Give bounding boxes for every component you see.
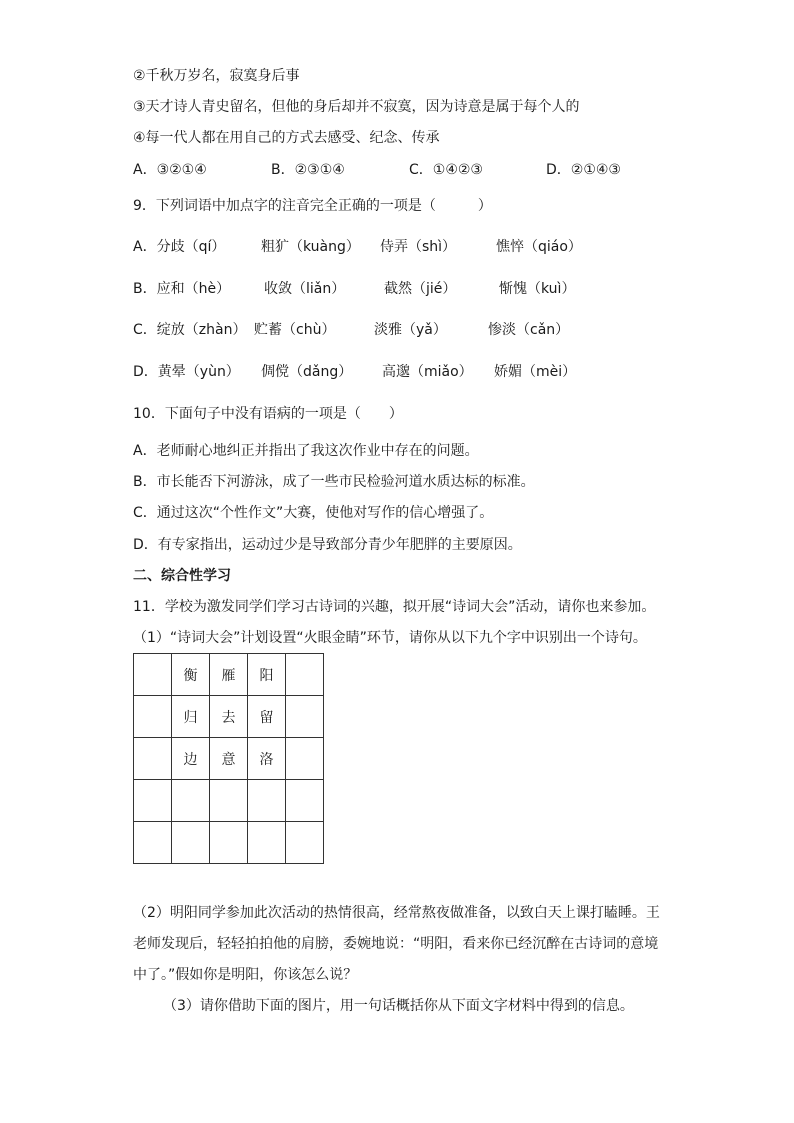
grid-cell [286,780,324,822]
grid-row [134,780,324,822]
q10-option-b: B．市长能否下河游泳，成了一些市民检验河道水质达标的标准。 [133,474,535,490]
q9-b-3: 截然（jié） [384,281,457,297]
grid-row [134,696,324,738]
grid-cell [248,822,286,864]
grid-row [134,654,324,696]
q9-b-1: B．应和（hè） [133,281,231,297]
q8-option-d: D．②①④③ [546,162,621,178]
q9-stem: 9．下列词语中加点字的注音完全正确的一项是（ ） [133,198,492,214]
grid-cell: 阳 [248,654,286,696]
q9-b-4: 惭愧（kuì） [499,281,576,297]
q10-option-d: D．有专家指出，运动过少是导致部分青少年肥胖的主要原因。 [133,537,522,553]
grid-cell [134,738,172,780]
grid-cell [210,822,248,864]
grid-cell: 洛 [248,738,286,780]
q9-a-2: 粗犷（kuàng） [261,239,360,255]
q10-stem: 10．下面句子中没有语病的一项是（ ） [133,406,403,422]
q9-c-2: 贮蓄（chù） [254,322,336,338]
section-heading: 二、综合性学习 [133,568,231,584]
grid-cell [286,696,324,738]
grid-cell [134,654,172,696]
q9-c-1: C．绽放（zhàn） [133,322,247,338]
grid-cell: 留 [248,696,286,738]
q9-a-3: 侍弄（shì） [380,239,457,255]
grid-cell [210,780,248,822]
q9-c-4: 惨淡（cǎn） [488,322,570,338]
q11-sub3: （3）请你借助下面的图片，用一句话概括你从下面文字材料中得到的信息。 [163,998,634,1014]
q11-sub1: （1）“诗词大会”计划设置“火眼金睛”环节，请你从以下九个字中识别出一个诗句。 [133,630,647,646]
grid-cell [134,822,172,864]
grid-cell [286,738,324,780]
grid-cell [134,696,172,738]
q11-sub2: （2）明阳同学参加此次活动的热情很高，经常熬夜做准备，以致白天上课打瞌睡。王老师发现后，轻轻拍拍他的肩膀，委婉地说：“明阳，看来你已经沉醉在古诗词的意境中了。”假如你是明阳，你该怎么说？ [133,905,660,983]
q8-option-a: A．③②①④ [133,162,207,178]
grid-cell: 意 [210,738,248,780]
grid-cell [134,780,172,822]
character-grid [133,653,324,864]
grid-cell [172,780,210,822]
q9-d-2: 倜傥（dǎng） [261,364,353,380]
grid-cell: 边 [172,738,210,780]
grid-cell: 去 [210,696,248,738]
grid-cell [248,780,286,822]
q9-d-3: 高邈（miǎo） [382,364,473,380]
q11-stem: 11．学校为激发同学们学习古诗词的兴趣，拟开展“诗词大会”活动，请你也来参加。 [133,599,656,615]
grid-cell [286,654,324,696]
q9-b-2: 收敛（liǎn） [264,281,346,297]
q10-option-c: C．通过这次“个性作文”大赛，使他对写作的信心增强了。 [133,505,494,521]
q10-option-a: A．老师耐心地纠正并指出了我这次作业中存在的问题。 [133,443,479,459]
statement-3: ③天才诗人青史留名，但他的身后却并不寂寞，因为诗意是属于每个人的 [133,99,580,115]
grid-row [134,822,324,864]
q9-c-3: 淡雅（yǎ） [374,322,447,338]
q9-a-1: A．分歧（qí） [133,239,226,255]
grid-cell: 雁 [210,654,248,696]
q8-option-b: B．②③①④ [271,162,345,178]
statement-4: ④每一代人都在用自己的方式去感受、纪念、传承 [133,130,440,146]
grid-row [134,738,324,780]
grid-cell: 衡 [172,654,210,696]
q9-d-4: 娇媚（mèi） [494,364,577,380]
q9-a-4: 憔悴（qiáo） [496,239,582,255]
grid-cell [172,822,210,864]
grid-cell: 归 [172,696,210,738]
q8-option-c: C．①④②③ [409,162,483,178]
q9-d-1: D．黄晕（yùn） [133,364,240,380]
grid-cell [286,822,324,864]
statement-2: ②千秋万岁名，寂寞身后事 [133,68,300,84]
